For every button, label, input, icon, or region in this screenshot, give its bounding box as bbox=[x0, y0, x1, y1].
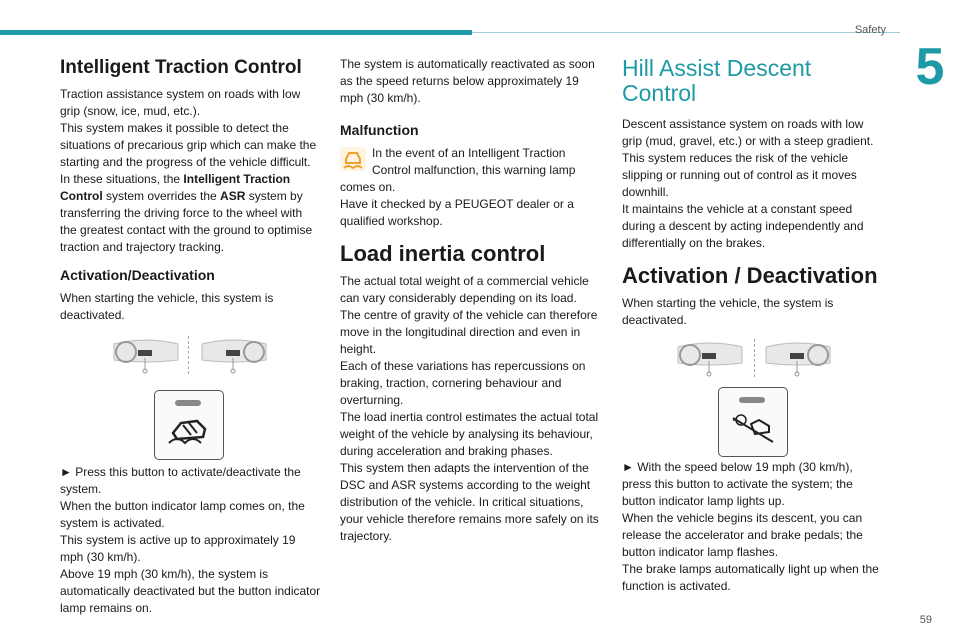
steering-wheel-icon bbox=[674, 337, 746, 381]
traction-control-button[interactable] bbox=[154, 390, 224, 460]
chapter-number: 5 bbox=[915, 38, 945, 96]
heading-intelligent-traction: Intelligent Traction Control bbox=[60, 57, 302, 78]
paragraph: When starting the vehicle, this system is deactivated. bbox=[60, 291, 274, 322]
steering-wheel-icon bbox=[198, 334, 270, 378]
paragraph: This system makes it possible to detect the situations of precarious grip which can make the starting and the progress of the vehicle difficult. bbox=[60, 121, 317, 169]
paragraph: When starting the vehicle, the system is deactivated. bbox=[622, 296, 834, 327]
paragraph: This system is active up to approximately 19 mph (30 km/h). bbox=[60, 533, 296, 564]
column-hill-descent bbox=[622, 56, 884, 595]
paragraph: When the vehicle begins its descent, you can release the accelerator and brake pedals; the button indicator lamp flashes. bbox=[622, 511, 863, 559]
paragraph: In the event of an Intelligent Traction Control malfunction, this warning lamp comes on. bbox=[340, 146, 576, 194]
heading-activation: Activation/Deactivation bbox=[60, 267, 215, 283]
paragraph: The brake lamps automatically light up when the function is activated. bbox=[622, 562, 879, 593]
warning-lamp-icon bbox=[340, 147, 366, 171]
steering-wheel-icon bbox=[110, 334, 182, 378]
heading-malfunction: Malfunction bbox=[340, 122, 419, 138]
paragraph: Have it checked by a PEUGEOT dealer or a qualified workshop. bbox=[340, 197, 574, 228]
paragraph: The actual total weight of a commercial vehicle can vary considerably depending on its load. bbox=[340, 274, 589, 305]
figure-divider bbox=[188, 336, 189, 374]
traction-control-icon bbox=[167, 413, 211, 449]
paragraph: In these situations, the Intelligent Traction Control system overrides the ASR system by transferring the driving force to the wheel with the greatest contact with the ground to optimise traction and trajectory tracking. bbox=[60, 172, 313, 254]
paragraph: The load inertia control estimates the actual total weight of the vehicle by analysing its behaviour, during acceleration and braking phases. bbox=[340, 410, 599, 458]
paragraph: Above 19 mph (30 km/h), the system is automatically deactivated but the button indicator lamp remains on. bbox=[60, 567, 321, 615]
steering-wheel-icon bbox=[762, 337, 834, 381]
dashboard-button-figure bbox=[60, 324, 322, 464]
paragraph: Traction assistance system on roads with low grip (snow, ice, mud, etc.). bbox=[60, 87, 301, 118]
paragraph: Each of these variations has repercussions on braking, traction, cornering behaviour and overturning. bbox=[340, 359, 586, 407]
figure-divider bbox=[754, 339, 755, 377]
paragraph: The centre of gravity of the vehicle can therefore move in the longitudinal direction and even in height. bbox=[340, 308, 598, 356]
header-accent-bar bbox=[0, 30, 472, 35]
section-title: Safety bbox=[854, 24, 886, 36]
button-indicator-lamp bbox=[175, 400, 201, 406]
button-indicator-lamp bbox=[739, 397, 765, 403]
hill-descent-button[interactable] bbox=[718, 387, 788, 457]
column-intelligent-traction bbox=[60, 56, 322, 617]
hill-descent-icon bbox=[729, 410, 777, 446]
paragraph: ► With the speed below 19 mph (30 km/h), press this button to activate the system; the button indicator lamp lights up. bbox=[622, 460, 853, 508]
heading-hill-descent: Hill Assist Descent Control bbox=[622, 55, 812, 106]
column-load-inertia bbox=[340, 56, 604, 545]
paragraph: ► Press this button to activate/deactivate the system. bbox=[60, 465, 301, 496]
heading-activation-deactivation: Activation / Deactivation bbox=[622, 263, 878, 288]
paragraph: It maintains the vehicle at a constant speed during a descent by acting independently and differentially on the brakes. bbox=[622, 202, 864, 250]
paragraph: Descent assistance system on roads with low grip (mud, gravel, etc.) or with a steep gradient. bbox=[622, 117, 874, 148]
heading-load-inertia: Load inertia control bbox=[340, 241, 546, 266]
paragraph: When the button indicator lamp comes on, the system is activated. bbox=[60, 499, 305, 530]
dashboard-button-figure bbox=[622, 329, 884, 459]
paragraph: The system is automatically reactivated as soon as the speed returns below approximately 19 mph (30 km/h). bbox=[340, 57, 595, 105]
page-number: 59 bbox=[919, 614, 932, 626]
paragraph: This system reduces the risk of the vehicle slipping or running out of control as it moves downhill. bbox=[622, 151, 857, 199]
paragraph: This system then adapts the intervention of the DSC and ASR systems according to the weight distribution of the vehicle. In critical situations, your vehicle therefore remains more safely on its trajectory. bbox=[340, 461, 599, 543]
